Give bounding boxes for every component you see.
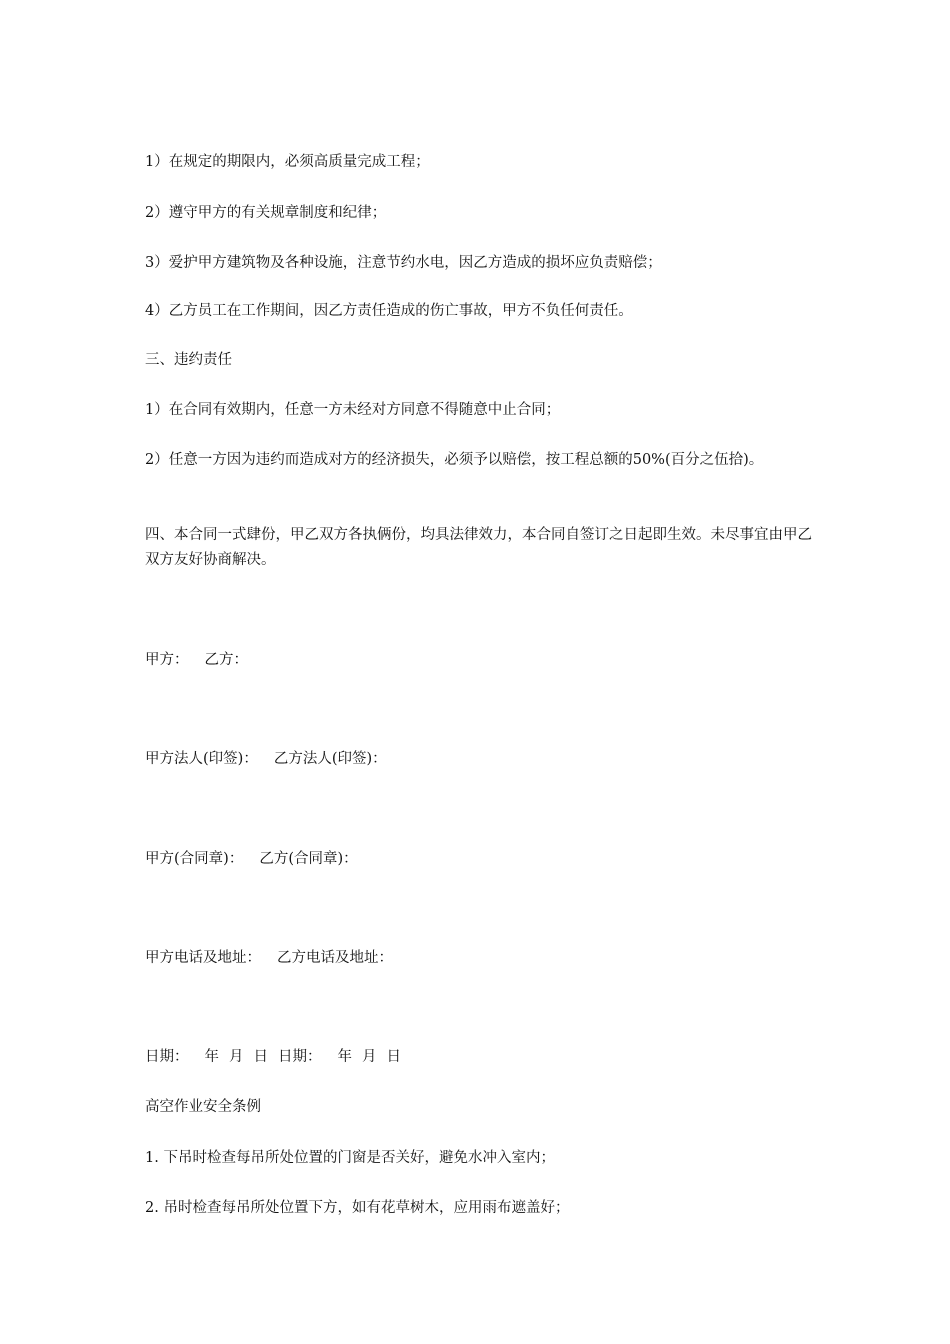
legal-b-label: 乙方法人(印签)： [273,751,387,767]
seal-a-label: 甲方(合同章)： [145,851,244,867]
obligation-item-1: 1）在规定的期限内，必须高质量完成工程； [145,154,430,170]
liability-item-1: 1）在合同有效期内，任意一方未经对方同意不得随意中止合同； [145,402,561,418]
safety-item-1: 1. 下吊时检查每吊所处位置的门窗是否关好，避免水冲入室内； [145,1150,555,1166]
legal-a-label: 甲方法人(印签)： [145,751,258,767]
signature-date-line [145,1045,815,1070]
safety-item-2: 2. 吊时检查每吊所处位置下方，如有花草树木，应用雨布遮盖好； [145,1200,570,1216]
party-a-label: 甲方： [145,652,189,668]
date-a-month: 月 [229,1049,244,1065]
date-a-label: 日期： [145,1049,189,1065]
date-b-label: 日期： [278,1049,322,1065]
safety-title: 高空作业安全条例 [145,1099,261,1115]
signature-contact-line [145,946,815,971]
contact-a-label: 甲方电话及地址： [145,950,261,966]
section-heading-liability: 三、违约责任 [145,352,232,368]
date-a-day: 日 [253,1049,268,1065]
date-b-day: 日 [386,1049,401,1065]
contact-b-label: 乙方电话及地址： [277,950,393,966]
obligation-item-2: 2）遵守甲方的有关规章制度和纪律； [145,205,387,221]
signature-seal-line [145,847,815,872]
date-b-year: 年 [337,1049,352,1065]
signature-legal-line [145,747,815,772]
seal-b-label: 乙方(合同章)： [259,851,358,867]
liability-item-2: 2）任意一方因为违约而造成对方的经济损失，必须予以赔偿，按工程总额的50%(百分之伍拾)。 [145,452,764,468]
date-a-year: 年 [204,1049,219,1065]
obligation-item-3: 3）爱护甲方建筑物及各种设施，注意节约水电，因乙方造成的损坏应负责赔偿； [145,255,662,271]
signature-parties-line [145,648,815,673]
party-b-label: 乙方： [204,652,248,668]
section-four-paragraph: 四、本合同一式肆份，甲乙双方各执俩份，均具法律效力，本合同自签订之日起即生效。未尽事宜由甲乙双方友好协商解决。 [145,527,812,568]
date-b-month: 月 [362,1049,377,1065]
obligation-item-4: 4）乙方员工在工作期间，因乙方责任造成的伤亡事故，甲方不负任何责任。 [145,303,633,319]
